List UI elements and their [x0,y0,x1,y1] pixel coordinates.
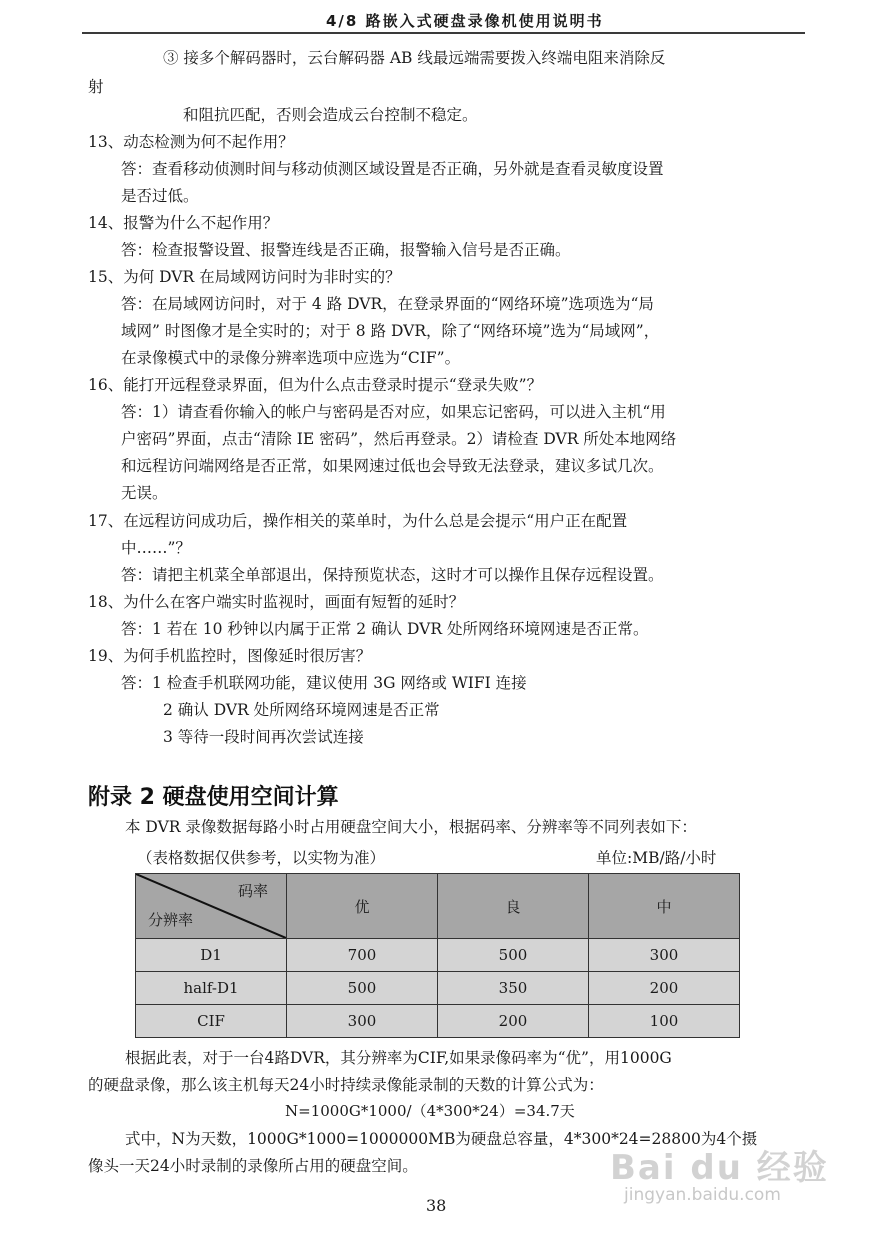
row-label: half-D1 [136,972,287,1005]
table-note: （表格数据仅供参考，以实物为准） [137,849,386,867]
table-corner-cell [136,874,287,939]
note-item-3: ③ 接多个解码器时，云台解码器 AB 线最远端需要拨入终端电阻来消除反 [163,49,666,67]
answer-15-cont: 域网” 时图像才是全实时的；对于 8 路 DVR，除了“网络环境”选为“局域网”， [121,322,660,340]
header-rule [82,32,805,34]
appendix-intro: 本 DVR 录像数据每路小时占用硬盘空间大小，根据码率、分辨率等不同列表如下： [125,818,697,836]
question-18: 18、为什么在客户端实时监视时，画面有短暂的延时？ [88,593,465,611]
table-cell: 350 [438,972,589,1005]
table-row [136,1005,740,1038]
answer-19-step2: 2 确认 DVR 处所网络环境网速是否正常 [163,701,440,719]
bitrate-label: 码率 [237,882,268,900]
column-header: 优 [287,874,438,939]
table-cell: 100 [589,1005,740,1038]
table-cell: 300 [287,1005,438,1038]
answer-15: 答：在局域网访问时，对于 4 路 DVR，在登录界面的“网络环境”选项选为“局 [121,295,654,313]
page-header [82,8,805,34]
answer-17: 答：请把主机菜全单部退出，保持预览状态，这时才可以操作且保存远程设置。 [121,566,664,584]
question-16: 16、能打开远程登录界面，但为什么点击登录时提示“登录失败”？ [88,376,543,394]
question-17: 17、在远程访问成功后，操作相关的菜单时，为什么总是会提示“用户正在配置 [88,512,628,530]
answer-13: 答：查看移动侦测时间与移动侦测区域设置是否正确，另外就是查看灵敏度设置 [121,160,664,178]
question-15: 15、为何 DVR 在局域网访问时为非时实的？ [88,268,401,286]
watermark-url: jingyan.baidu.com [624,1185,781,1205]
answer-18: 答：1 若在 10 秒钟以内属于正常 2 确认 DVR 处所网络环境网速是否正常。 [121,620,649,638]
table-row [136,972,740,1005]
baidu-watermark [610,1140,829,1205]
table-cell: 300 [589,939,740,972]
answer-13-cont: 是否过低。 [121,187,199,205]
answer-16-cont2: 和远程访问端网络是否正常，如果网速过低也会导致无法登录，建议多试几次。 [121,457,664,475]
appendix-title: 附录 2 硬盘使用空间计算 [88,785,339,810]
table-cell: 200 [438,1005,589,1038]
note-item-3-cont: 和阻抗匹配，否则会造成云台控制不稳定。 [183,106,478,124]
answer-16: 答：1）请查看你输入的帐户与密码是否对应，如果忘记密码，可以进入主机“用 [121,403,666,421]
calc-paragraph-cont: 的硬盘录像，那么该主机每天24小时持续录像能录制的天数的计算公式为： [88,1076,604,1094]
table-cell: 500 [287,972,438,1005]
table-cell: 500 [438,939,589,972]
formula-explanation: 式中，N为天数，1000G*1000=1000000MB为硬盘总容量，4*300*24=28800为4个摄 [125,1130,758,1148]
calc-paragraph: 根据此表，对于一台4路DVR，其分辨率为CIF,如果录像码率为“优”，用1000G [125,1049,672,1067]
answer-19-step3: 3 等待一段时间再次尝试连接 [163,728,364,746]
table-row [136,939,740,972]
answer-19-step1: 答：1 检查手机联网功能，建议使用 3G 网络或 WIFI 连接 [121,674,527,692]
table-cell: 700 [287,939,438,972]
question-17-cont: 中……”？ [121,539,191,557]
page-number: 38 [426,1196,447,1215]
answer-16-cont3: 无误。 [121,484,168,502]
column-header: 良 [438,874,589,939]
disk-usage-table [135,873,740,1038]
table-unit: 单位:MB/路/小时 [596,849,717,867]
resolution-label: 分辨率 [148,911,194,929]
document-title: 4/8 路嵌入式硬盘录像机使用说明书 [326,12,604,30]
question-14: 14、报警为什么不起作用？ [88,214,279,232]
row-label: CIF [136,1005,287,1038]
note-item-3-wrap: 射 [88,78,104,96]
table-header-row [136,874,740,939]
formula: N=1000G*1000/（4*300*24）=34.7天 [285,1102,575,1120]
column-header: 中 [589,874,740,939]
question-19: 19、为何手机监控时，图像延时很厉害？ [88,647,372,665]
answer-15-cont2: 在录像模式中的录像分辨率选项中应选为“CIF”。 [121,349,461,367]
row-label: D1 [136,939,287,972]
baidu-logo-icon: Bai du 经验 [610,1148,829,1188]
table-cell: 200 [589,972,740,1005]
answer-16-cont: 户密码”界面，点击“清除 IE 密码”，然后再登录。2）请检查 DVR 所处本地网络 [121,430,677,448]
question-13: 13、动态检测为何不起作用？ [88,133,294,151]
formula-explanation-cont: 像头一天24小时录制的录像所占用的硬盘空间。 [88,1157,418,1175]
answer-14: 答：检查报警设置、报警连线是否正确，报警输入信号是否正确。 [121,241,571,259]
